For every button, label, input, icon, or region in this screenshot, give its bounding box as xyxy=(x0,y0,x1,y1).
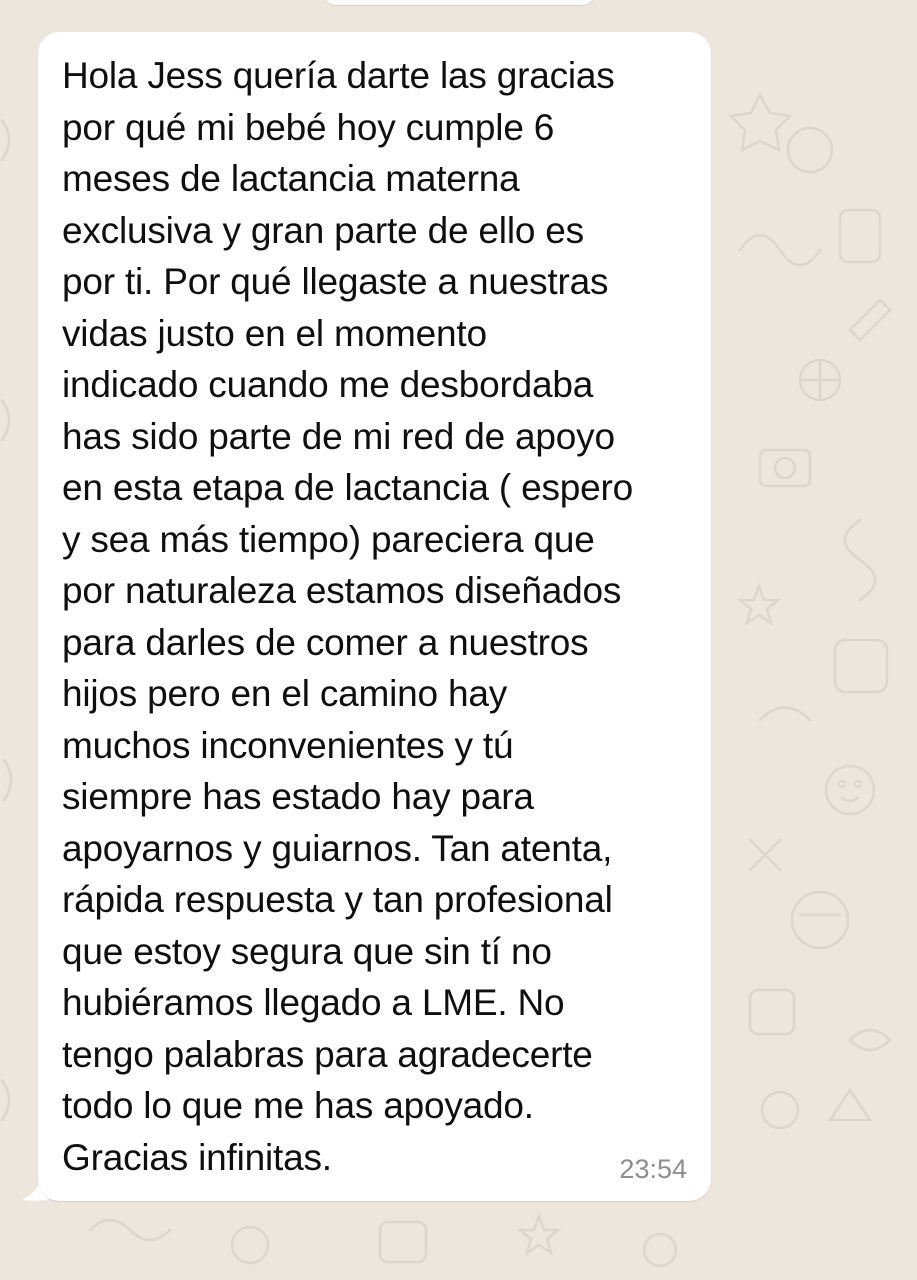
date-separator-pill xyxy=(322,0,596,6)
message-text: Hola Jess quería darte las gracias por qué mi bebé hoy cumple 6 meses de lactancia materna exclusiva y gran parte de ello es por ti. Por qué llegaste a nuestras vidas justo en el momento indicado cuando me desbordaba has sido parte de mi red de apoyo en esta etapa de lactancia ( espero y sea más tiempo) pareciera que por naturaleza estamos diseñados para darles de comer a nuestros hijos pero en el camino hay muchos inconvenientes y tú siempre has estado hay para apoyarnos y guiarnos. Tan atenta, rápida respuesta y tan profesional que estoy segura que sin tí no hubiéramos llegado a LME. No tengo palabras para agradecerte todo lo que me has apoyado. Gracias infinitas. xyxy=(62,55,633,1178)
message-timestamp: 23:54 xyxy=(619,1154,687,1184)
message-bubble[interactable] xyxy=(38,32,711,1201)
